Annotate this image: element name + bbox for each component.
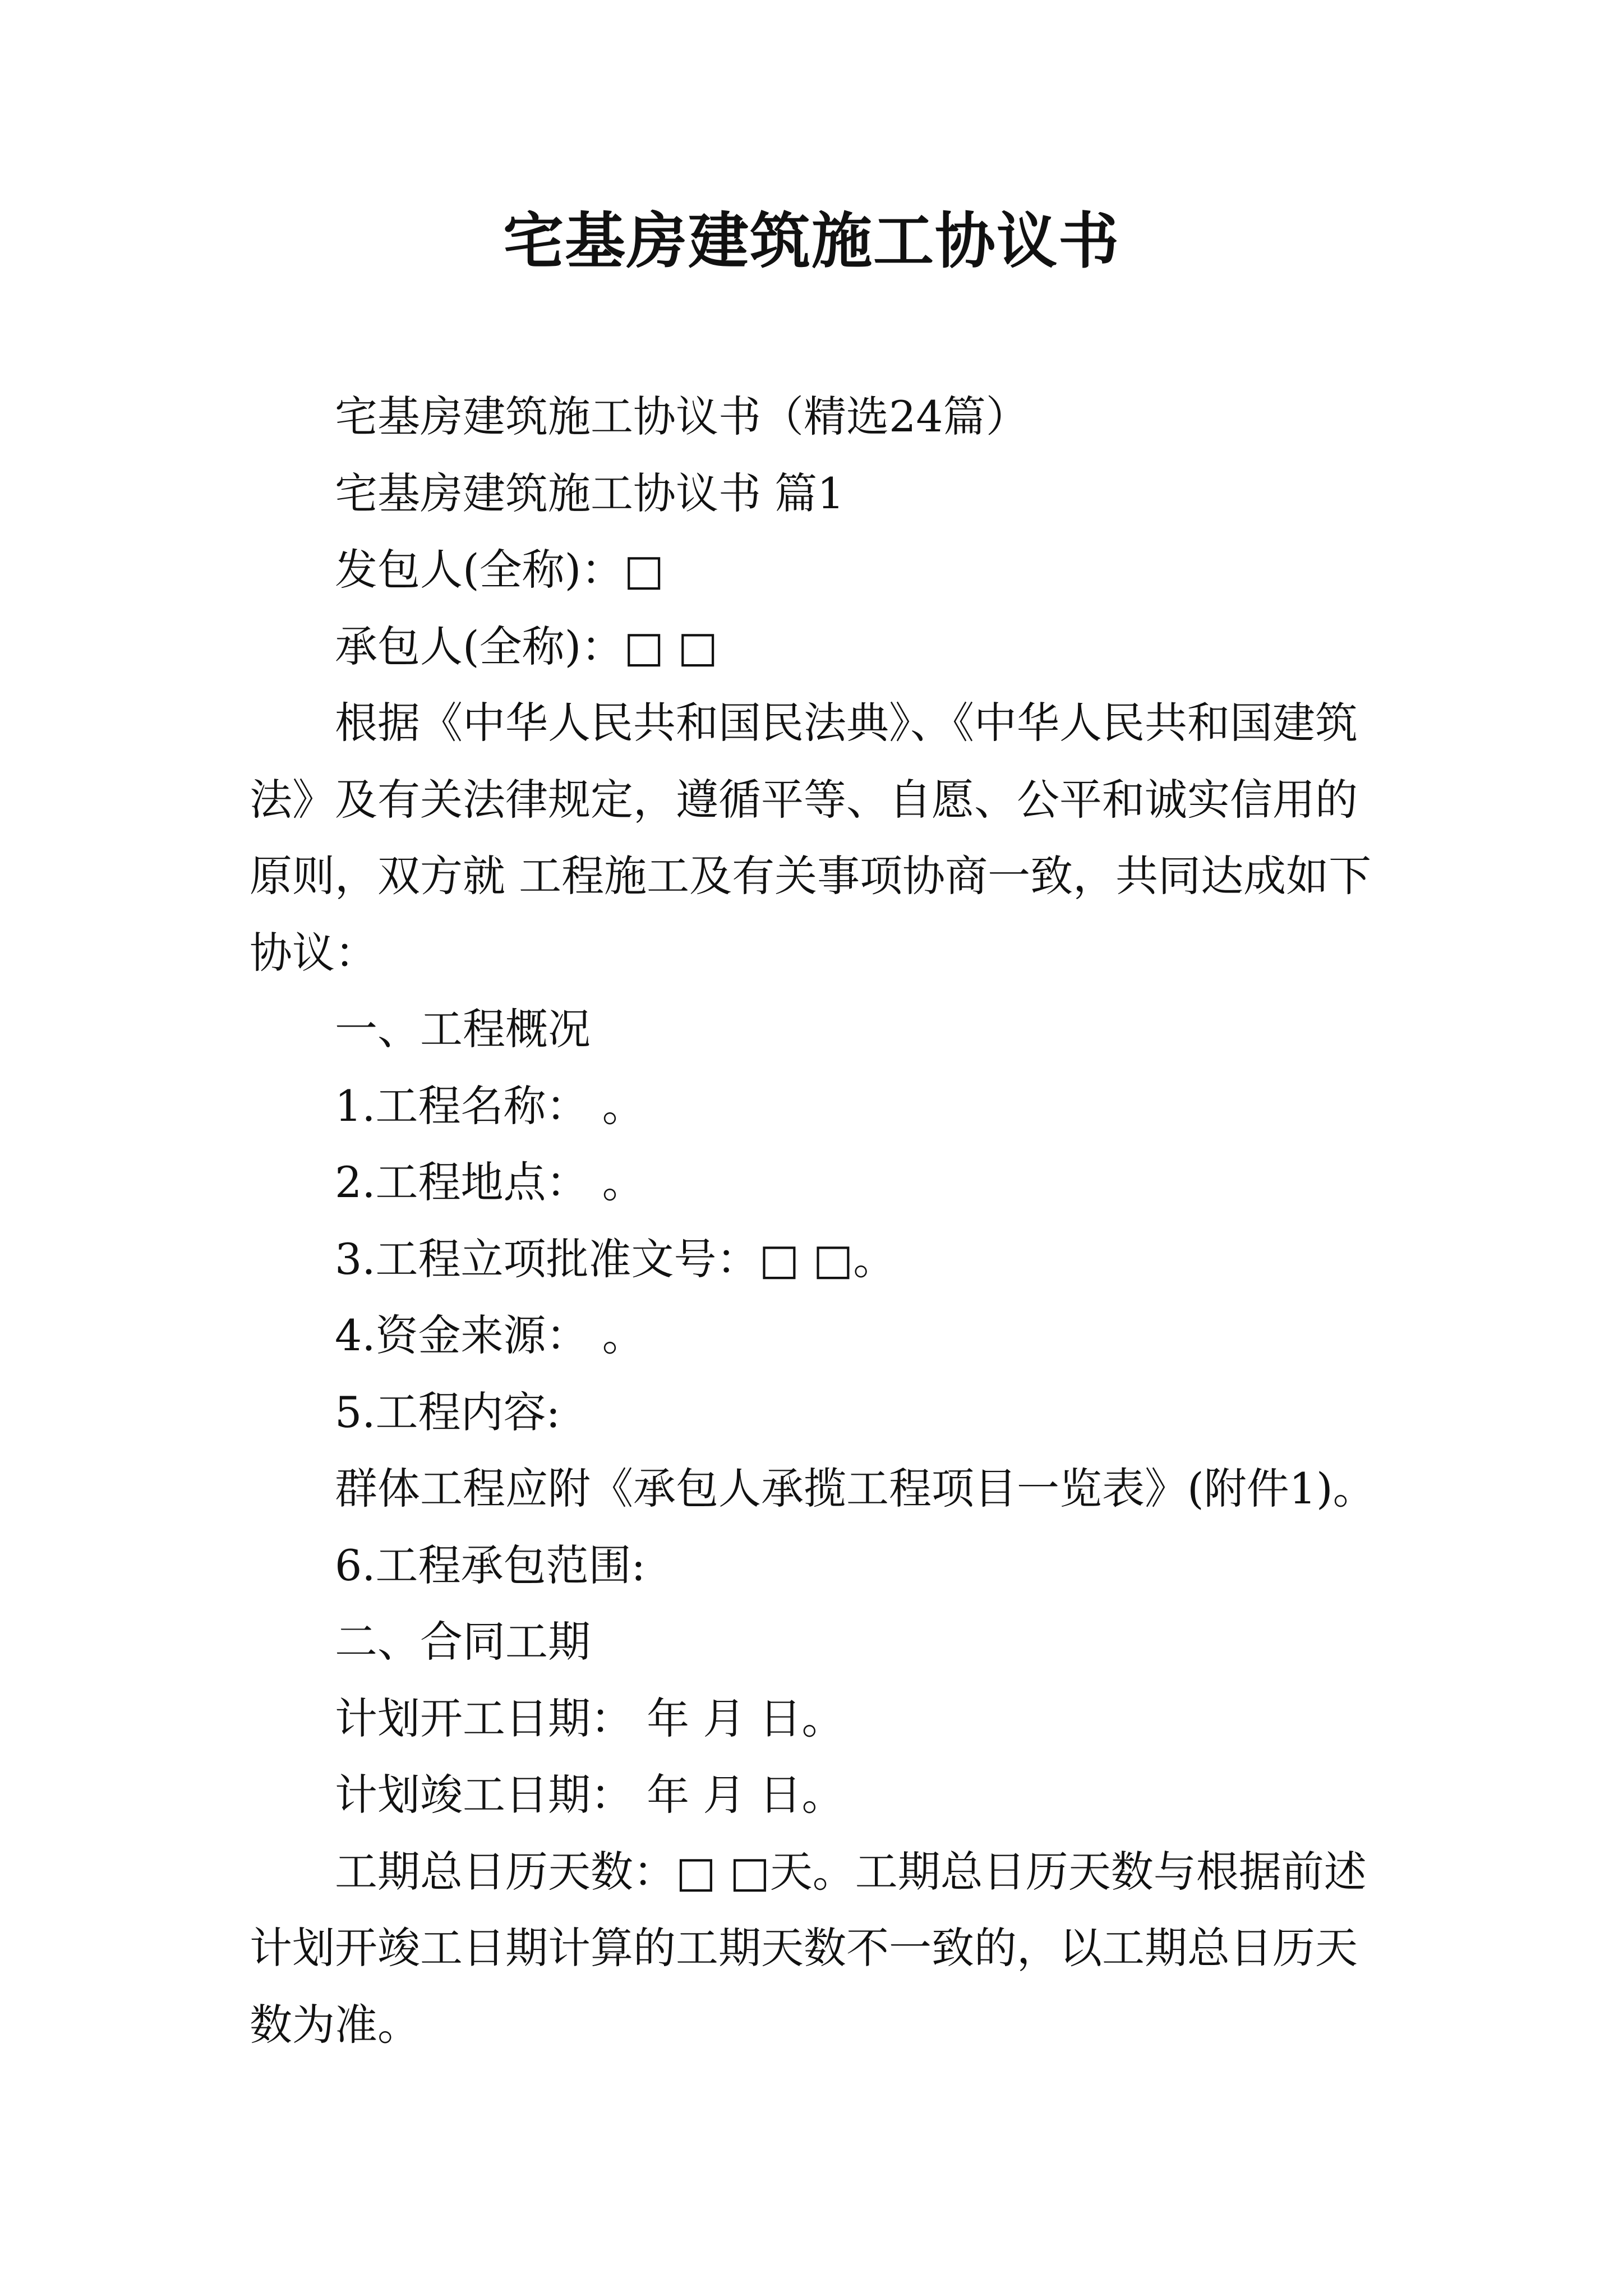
paragraph-planned-start: 计划开工日期： 年 月 日。 (335, 1693, 845, 1743)
paragraph-project-name: 1.工程名称： 。 (335, 1080, 645, 1131)
paragraph-employer: 发包人(全称)：□ (335, 545, 665, 595)
paragraph-project-location: 2.工程地点： 。 (335, 1157, 645, 1207)
paragraph-scope: 6.工程承包范围: (335, 1540, 646, 1590)
paragraph-legal-basis: 根据《中华人民共和国民法典》、《中华人民共和国建筑法》及有关法律规定，遵循平等、自愿、公平和诚实信用的原则，双方就 工程施工及有关事项协商一致，共同达成如下协议： (250, 698, 1372, 978)
paragraph-section-heading: 宅基房建筑施工协议书 篇1 (335, 468, 845, 518)
paragraph-funding-source: 4.资金来源： 。 (335, 1310, 645, 1360)
paragraph-subtitle: 宅基房建筑施工协议书（精选24篇） (335, 392, 1029, 441)
document-body (250, 379, 1394, 2063)
paragraph-total-days: 工期总日历天数：□ □天。工期总日历天数与根据前述计划开竣工日期计算的工期天数不一致的，以工期总日历天数为准。 (250, 1846, 1367, 2050)
paragraph-group-project: 群体工程应附《承包人承揽工程项目一览表》(附件1)。 (335, 1464, 1376, 1513)
paragraph-planned-completion: 计划竣工日期： 年 月 日。 (335, 1770, 845, 1820)
document-title: 宅基房建筑施工协议书 (502, 206, 1120, 277)
paragraph-overview-heading: 一、工程概况 (335, 1004, 591, 1054)
paragraph-approval-number: 3.工程立项批准文号：□ □。 (335, 1234, 896, 1284)
paragraph-project-content: 5.工程内容: (335, 1387, 561, 1437)
paragraph-contractor: 承包人(全称)：□ □ (335, 621, 718, 671)
paragraph-schedule-heading: 二、合同工期 (335, 1617, 591, 1667)
